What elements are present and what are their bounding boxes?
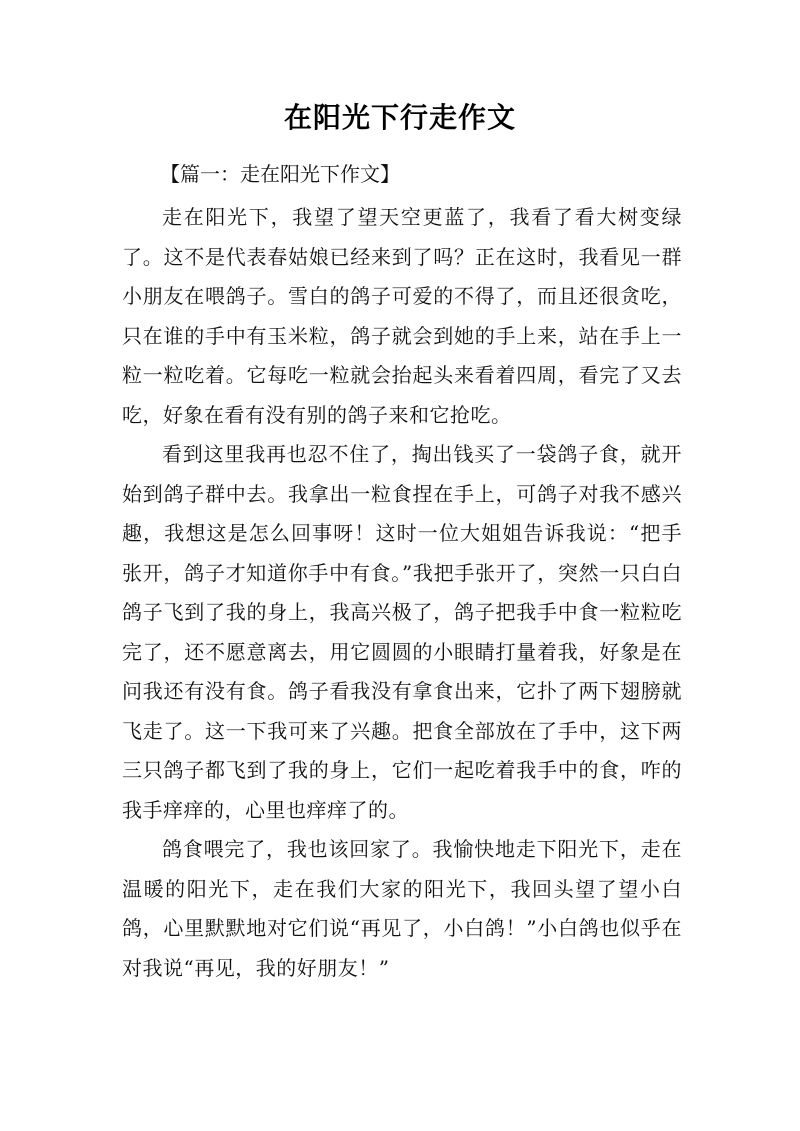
document-title: 在阳光下行走作文 <box>283 101 516 134</box>
paragraph-1: 走在阳光下，我望了望天空更蓝了，我看了看大树变绿了。这不是代表春姑娘已经来到了吗？正在这时，我看见一群小朋友在喂鸽子。雪白的鸽子可爱的不得了，而且还很贪吃，只在谁的手中有玉米粒，鸽子就会到她的手上来，站在手上一粒一粒吃着。它每吃一粒就会抬起头来看着四周，看完了又去吃，好象在看有没有别的鸽子来和它抢吃。 <box>122 205 682 427</box>
section-heading: 【篇一：走在阳光下作文】 <box>160 162 400 186</box>
paragraph-3: 鸽食喂完了，我也该回家了。我愉快地走下阳光下，走在温暖的阳光下，走在我们大家的阳光下，我回头望了望小白鸽，心里默默地对它们说“再见了，小白鸽！”小白鸽也似乎在对我说“再见，我的好朋友！” <box>122 837 682 980</box>
paragraph-2: 看到这里我再也忍不住了，掏出钱买了一袋鸽子食，就开始到鸽子群中去。我拿出一粒食捏在手上，可鸽子对我不感兴趣，我想这是怎么回事呀！这时一位大姐姐告诉我说：“把手张开，鸽子才知道你手中有食。”我把手张开了，突然一只白白鸽子飞到了我的身上，我高兴极了，鸽子把我手中食一粒粒吃完了，还不愿意离去，用它圆圆的小眼睛打量着我，好象是在问我还有没有食。鸽子看我没有拿食出来，它扑了两下翅膀就飞走了。这一下我可来了兴趣。把食全部放在了手中，这下两三只鸽子都飞到了我的身上，它们一起吃着我手中的食，咋的我手痒痒的，心里也痒痒了的。 <box>122 442 682 822</box>
essay-body <box>122 198 682 988</box>
